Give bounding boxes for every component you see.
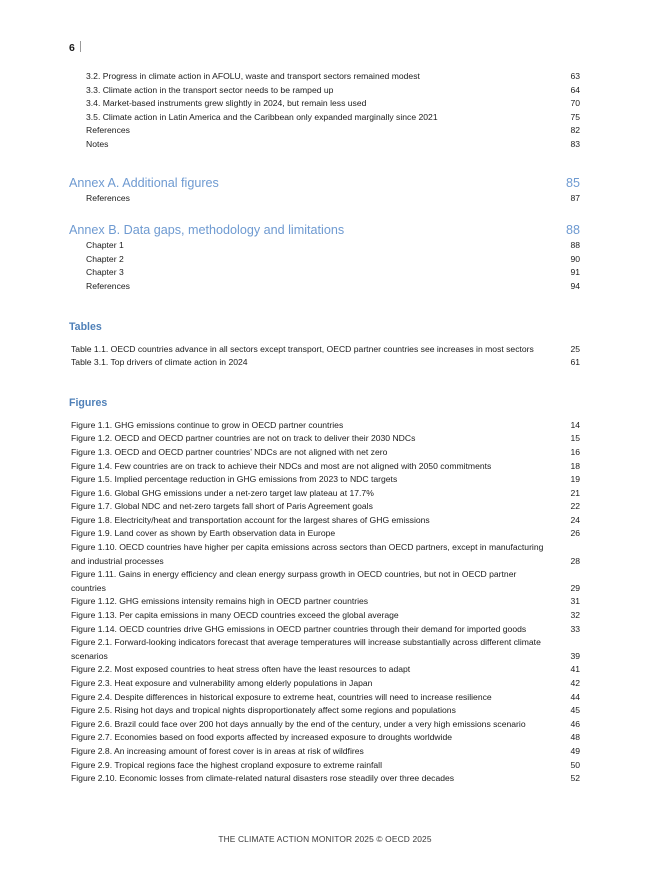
toc-entry[interactable] [0, 70, 662, 84]
table-list-item-label: Table 1.1. OECD countries advance in all sectors except transport, OECD partner countries see increases in most sectors [71, 343, 534, 354]
figure-list-item[interactable] [0, 419, 662, 433]
toc-entry[interactable] [0, 84, 662, 98]
figure-list-item[interactable] [0, 772, 662, 786]
toc-entry-page: 75 [570, 111, 580, 122]
figure-list-item[interactable] [0, 541, 662, 568]
figure-list-item-label: Figure 1.5. Implied percentage reduction in GHG emissions from 2023 to NDC targets [71, 474, 398, 485]
toc-entry-page: 63 [570, 71, 580, 81]
figure-list-item[interactable] [0, 487, 662, 501]
figure-list-item-page: 45 [570, 705, 580, 716]
figure-list-item-label: Figure 1.6. Global GHG emissions under a net-zero target law plateau at 17.7% [71, 487, 374, 498]
annex-b-heading[interactable] [0, 221, 662, 239]
figure-list-item-label: Figure 2.9. Tropical regions face the highest cropland exposure to extreme rainfall [71, 759, 382, 770]
figure-list-item-label: Figure 1.12. GHG emissions intensity remains high in OECD partner countries [71, 596, 369, 607]
figure-list-item[interactable] [0, 745, 662, 759]
figure-list-item-label: Figure 1.13. Per capita emissions in many OECD countries exceed the global average [71, 610, 399, 621]
figure-list-item-label: Figure 1.1. GHG emissions continue to grow in OECD partner countries [71, 419, 344, 430]
figure-list-item[interactable] [0, 568, 662, 595]
figure-list-item-label: Figure 2.6. Brazil could face over 200 hot days annually by the end of the century, under a very high emissions scenario [71, 718, 526, 729]
table-of-contents [0, 70, 662, 786]
figure-list-item-label: Figure 1.9. Land cover as shown by Earth observation data in Europe [71, 528, 336, 539]
figure-list-item-page: 28 [570, 555, 580, 566]
figure-list-item-label: Figure 1.10. OECD countries have higher per capita emissions across sectors than OECD partners, except in manufacturing and industrial processes [71, 542, 544, 566]
figure-list-item-label: Figure 2.3. Heat exposure and vulnerability among elderly populations in Japan [71, 678, 373, 688]
figures-list [0, 419, 662, 786]
figure-list-item-label: Figure 2.1. Forward-looking indicators forecast that average temperatures will increase substantially across different climate scenarios [71, 637, 541, 661]
figure-list-item-label: Figure 1.7. Global NDC and net-zero targets fall short of Paris Agreement goals [71, 501, 373, 512]
toc-entry-label: 3.2. Progress in climate action in AFOLU, waste and transport sectors remained modest [86, 71, 420, 81]
table-list-item-page: 25 [570, 343, 580, 354]
spacer [0, 335, 662, 343]
toc-entry-page: 64 [570, 84, 580, 95]
table-list-item[interactable] [0, 356, 662, 370]
figure-list-item-page: 22 [570, 501, 580, 512]
figure-list-item-label: Figure 1.14. OECD countries drive GHG emissions in OECD partner countries through their demand for imported goods [71, 623, 527, 634]
figure-list-item-page: 33 [570, 623, 580, 634]
figure-list-item-page: 48 [570, 732, 580, 743]
tables-list [0, 343, 662, 370]
figure-list-item-page: 44 [570, 691, 580, 702]
figure-list-item[interactable] [0, 500, 662, 514]
annex-b-item-chapter-1[interactable] [0, 239, 662, 253]
toc-entry-label: 3.5. Climate action in Latin America and the Caribbean only expanded marginally since 2021 [86, 111, 438, 122]
figure-list-item-label: Figure 2.7. Economies based on food exports affected by increased exposure to droughts worldwide [71, 732, 453, 743]
figure-list-item-page: 50 [570, 759, 580, 770]
figure-list-item[interactable] [0, 759, 662, 773]
figure-list-item[interactable] [0, 527, 662, 541]
annex-a-heading[interactable] [0, 174, 662, 192]
toc-entry-page: 87 [570, 192, 580, 203]
figure-list-item-page: 18 [570, 460, 580, 471]
spacer [0, 152, 662, 174]
figure-list-item[interactable] [0, 514, 662, 528]
chapter-continuation-list [0, 70, 662, 152]
spacer [0, 294, 662, 320]
toc-entry-label: References [86, 125, 130, 136]
annex-title: Annex A. Additional figures [69, 175, 219, 190]
toc-entry-label: Chapter 3 [86, 267, 124, 278]
toc-entry-page: 88 [570, 240, 580, 251]
figure-list-item-label: Figure 2.8. An increasing amount of forest cover is in areas at risk of wildfires [71, 745, 364, 756]
figure-list-item-page: 42 [570, 678, 580, 688]
table-list-item-page: 61 [570, 357, 580, 368]
toc-entry-label: References [86, 192, 130, 203]
running-head [69, 40, 81, 54]
figure-list-item-label: Figure 1.4. Few countries are on track to achieve their NDCs and most are not aligned with 2050 commitments [71, 460, 492, 471]
figure-list-item[interactable] [0, 718, 662, 732]
toc-entry-page: 83 [570, 138, 580, 149]
toc-entry-page: 70 [570, 98, 580, 109]
figure-list-item-page: 31 [570, 596, 580, 607]
toc-entry-label: Chapter 1 [86, 240, 124, 251]
figure-list-item-label: Figure 1.8. Electricity/heat and transportation account for the largest shares of GHG emissions [71, 514, 430, 525]
figure-list-item[interactable] [0, 677, 662, 691]
figure-list-item-page: 29 [570, 582, 580, 593]
figure-list-item-page: 32 [570, 610, 580, 621]
spacer [0, 370, 662, 396]
figure-list-item[interactable] [0, 731, 662, 745]
toc-entry-page: 94 [570, 280, 580, 291]
toc-entry-label: Chapter 2 [86, 253, 124, 264]
figure-list-item-page: 26 [570, 528, 580, 539]
figure-list-item-label: Figure 2.10. Economic losses from climate-related natural disasters rose steadily over three decades [71, 773, 455, 784]
toc-entry[interactable] [0, 111, 662, 125]
spacer [0, 411, 662, 419]
figure-list-item-page: 21 [570, 487, 580, 498]
page-number: 6 [69, 42, 75, 54]
figure-list-item-page: 46 [570, 718, 580, 729]
annex-b-item-chapter-2[interactable] [0, 253, 662, 267]
figure-list-item[interactable] [0, 609, 662, 623]
figure-list-item[interactable] [0, 623, 662, 637]
figures-heading: Figures [69, 396, 108, 409]
annex-a-item-references[interactable] [0, 192, 662, 206]
annex-title: Annex B. Data gaps, methodology and limitations [69, 223, 345, 238]
page-footer [0, 834, 662, 844]
footer-text: THE CLIMATE ACTION MONITOR 2025 © OECD 2025 [218, 834, 432, 844]
figure-list-item-page: 39 [570, 650, 580, 661]
running-head-rule [80, 41, 81, 52]
figure-list-item-page: 24 [570, 514, 580, 525]
figure-list-item[interactable] [0, 432, 662, 446]
figure-list-item-page: 52 [570, 773, 580, 784]
spacer [0, 205, 662, 221]
toc-entry-page: 91 [570, 267, 580, 278]
toc-entry[interactable] [0, 97, 662, 111]
figure-list-item-page: 15 [570, 433, 580, 444]
figure-list-item[interactable] [0, 636, 662, 663]
figure-list-item-page: 19 [570, 474, 580, 485]
toc-entry-label: References [86, 280, 130, 291]
annex-b-item-references[interactable] [0, 280, 662, 294]
figure-list-item-label: Figure 1.2. OECD and OECD partner countries are not on track to deliver their 2030 NDCs [71, 433, 416, 444]
table-list-item[interactable] [0, 343, 662, 357]
figure-list-item[interactable] [0, 595, 662, 609]
toc-entry-page: 90 [570, 253, 580, 264]
figure-list-item[interactable] [0, 663, 662, 677]
figure-list-item-label: Figure 2.4. Despite differences in historical exposure to extreme heat, countries will need to increase resilience [71, 691, 492, 702]
toc-entry-notes[interactable] [0, 138, 662, 152]
toc-entry-references[interactable] [0, 124, 662, 138]
figure-list-item-label: Figure 1.11. Gains in energy efficiency and clean energy surpass growth in OECD countries, but not in OECD partner countries [71, 569, 517, 593]
table-list-item-label: Table 3.1. Top drivers of climate action in 2024 [71, 357, 248, 368]
figure-list-item-page: 49 [570, 745, 580, 756]
toc-entry-label: Notes [86, 138, 109, 149]
figure-list-item[interactable] [0, 446, 662, 460]
annex-page: 85 [565, 175, 580, 190]
figure-list-item-page: 14 [570, 419, 580, 430]
annex-page: 88 [565, 223, 580, 238]
figure-list-item-label: Figure 1.3. OECD and OECD partner countries’ NDCs are not aligned with net zero [71, 446, 388, 457]
figure-list-item[interactable] [0, 473, 662, 487]
figure-list-item-page: 16 [570, 446, 580, 457]
figure-list-item[interactable] [0, 460, 662, 474]
toc-entry-label: 3.3. Climate action in the transport sector needs to be ramped up [86, 84, 334, 95]
toc-entry-page: 82 [570, 125, 580, 136]
figure-list-item-page: 41 [570, 664, 580, 675]
tables-heading: Tables [69, 320, 102, 333]
annex-b-item-chapter-3[interactable] [0, 266, 662, 280]
figure-list-item[interactable] [0, 704, 662, 718]
figure-list-item-label: Figure 2.2. Most exposed countries to heat stress often have the least resources to adapt [71, 664, 411, 675]
figure-list-item-label: Figure 2.5. Rising hot days and tropical nights disproportionately affect some regions and populations [71, 705, 456, 716]
toc-entry-label: 3.4. Market-based instruments grew slightly in 2024, but remain less used [86, 98, 367, 109]
figure-list-item[interactable] [0, 691, 662, 705]
